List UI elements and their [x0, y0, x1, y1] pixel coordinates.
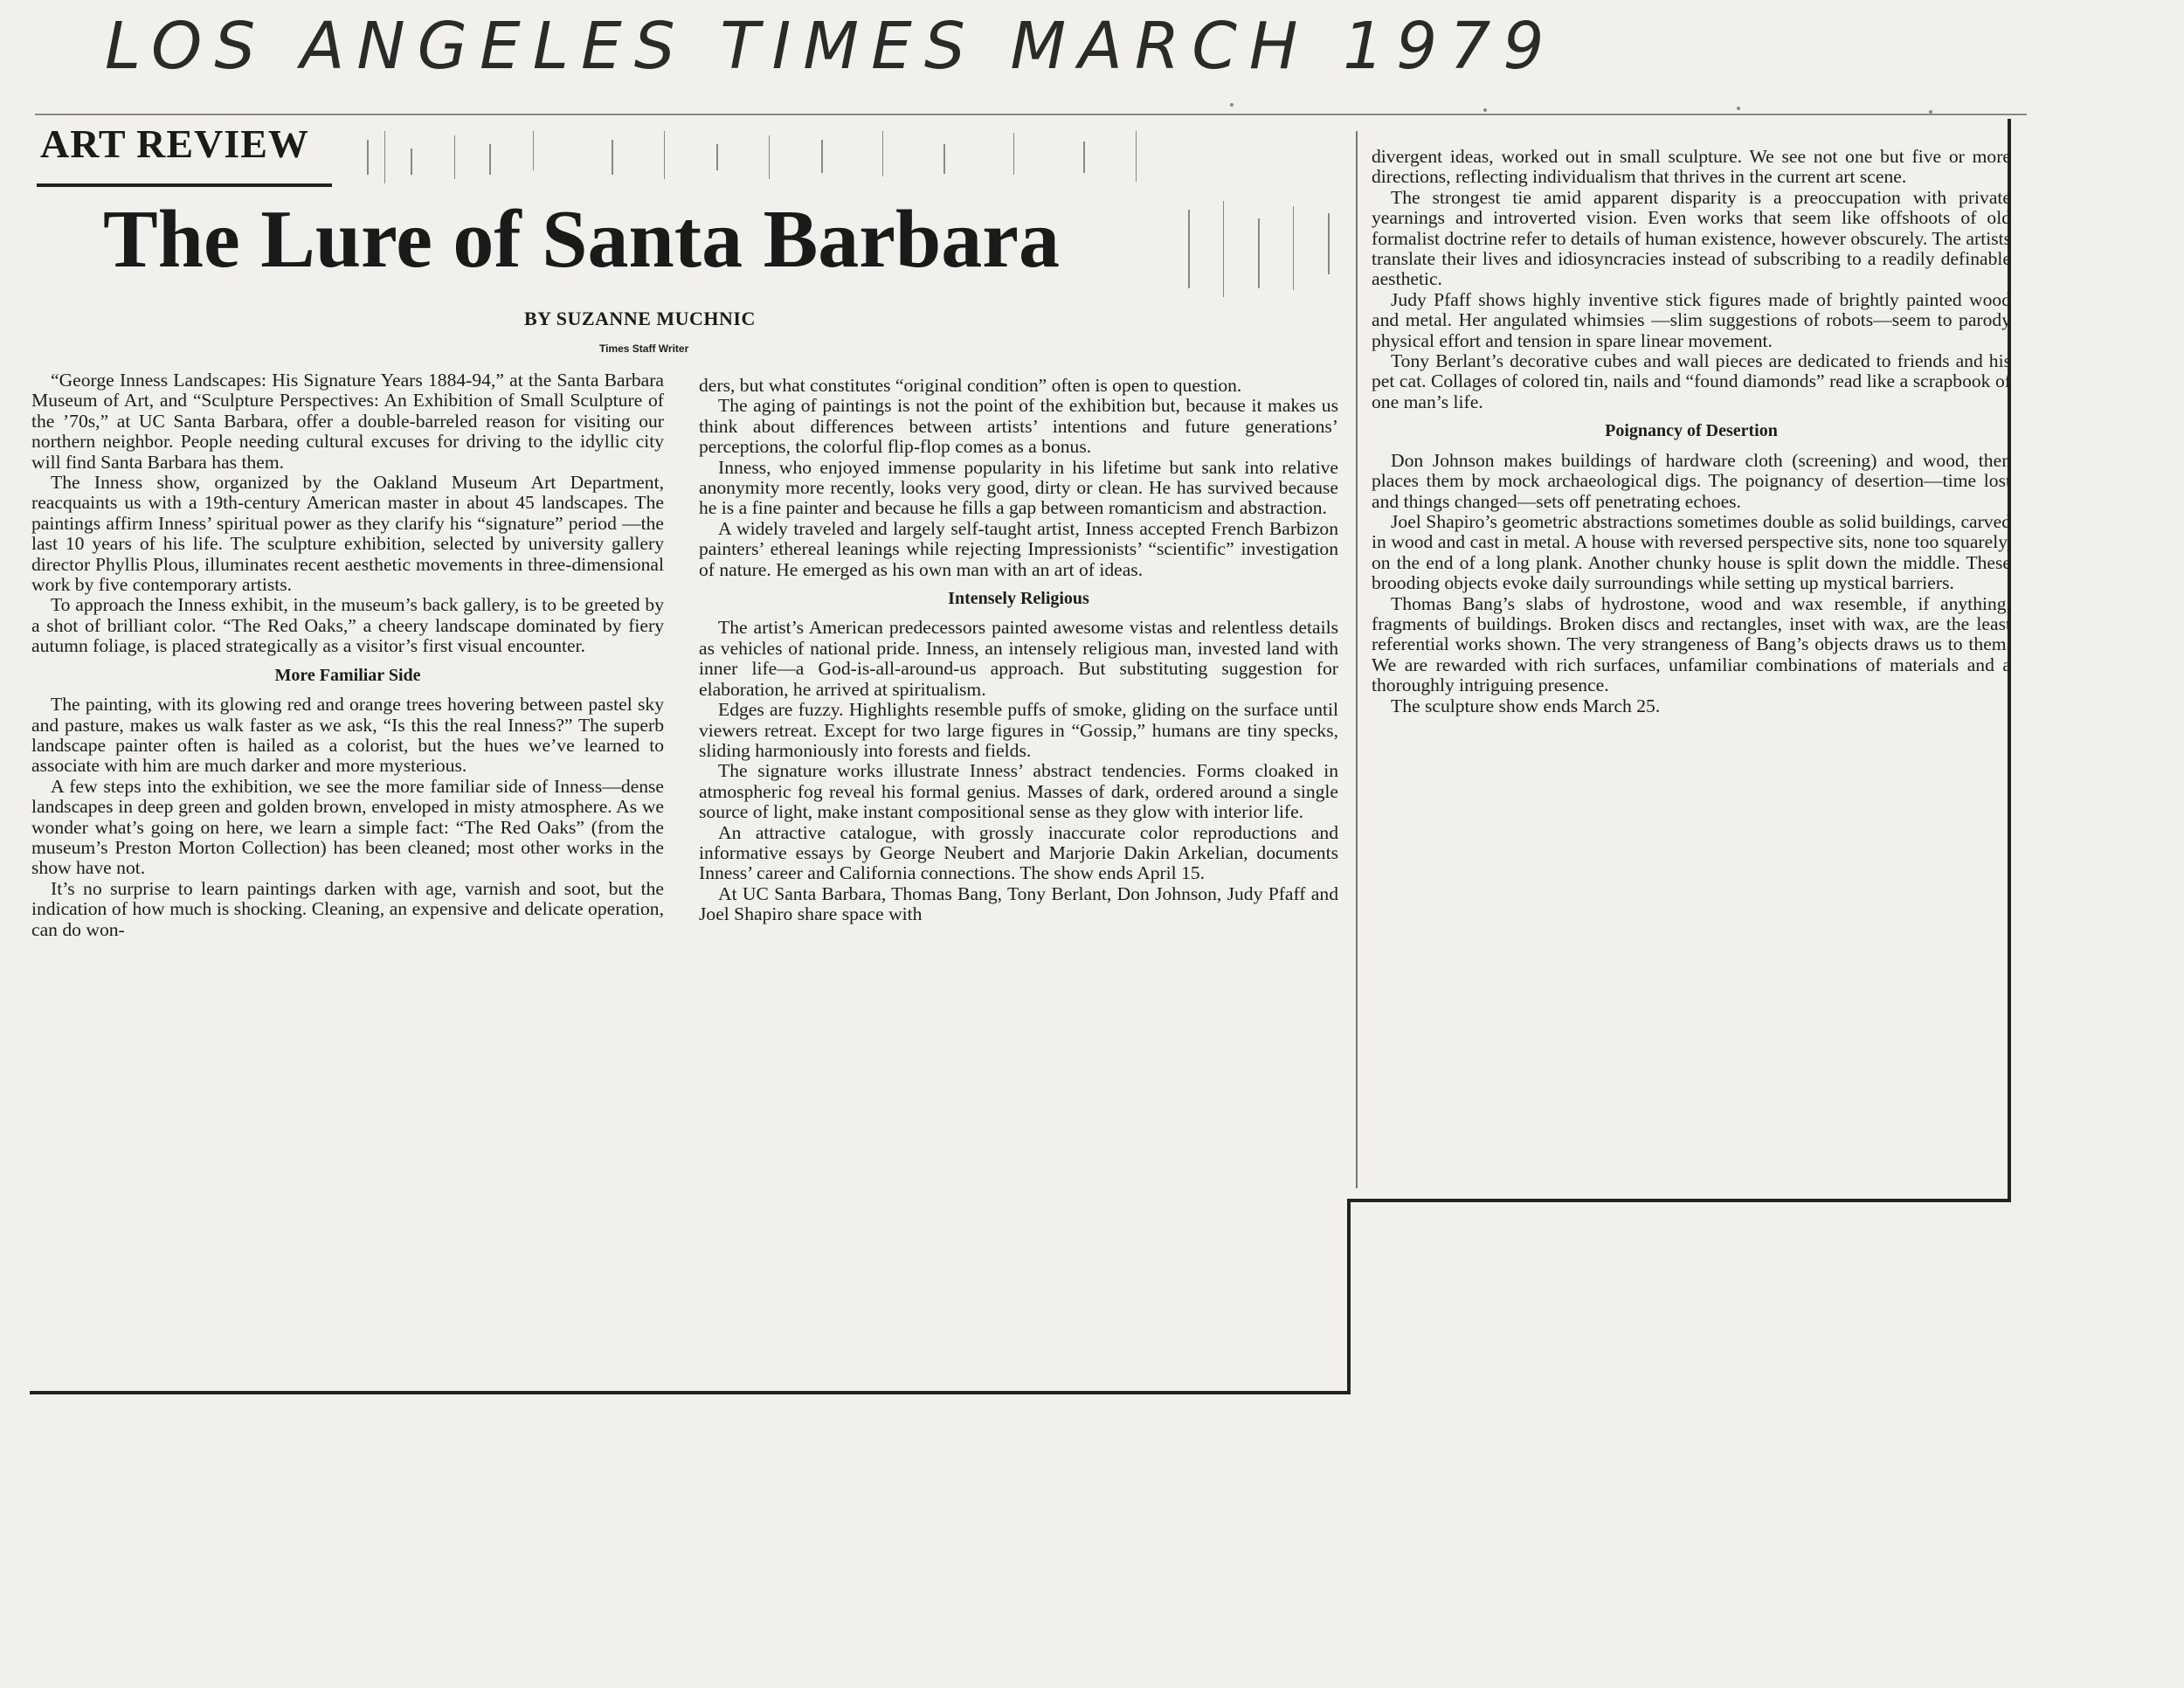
paragraph: A few steps into the exhibition, we see the more familiar side of Inness—dense landscapes in deep green and golden brown, enveloped in misty atmosphere. As we wonder what’s going on here, we learn a simple fact: “The Red Oaks” (from the museum’s Preston Morton Collection) has been cleaned; most other works in the show have not. [31, 775, 664, 879]
section-underline [37, 183, 332, 187]
paragraph: Tony Berlant’s decorative cubes and wall pieces are dedicated to friends and his pet cat. Collages of colored tin, nails and “found diamonds” read like a scrapbook of one man’s life. [1372, 350, 2011, 412]
paragraph: ders, but what constitutes “original condition” often is open to question. [699, 375, 1242, 396]
subhead: More Familiar Side [274, 665, 421, 685]
paragraph: The aging of paintings is not the point of the exhibition but, because it makes us think about differences between artists’ intentions and future generations’ perceptions, the colorful flip-flop comes as a bonus. [699, 395, 1338, 458]
column-rule [1356, 131, 1358, 1188]
clipping-border-top [35, 114, 2027, 115]
article-column-1 [31, 370, 664, 940]
byline: BY SUZANNE MUCHNIC [524, 308, 756, 329]
paragraph: Inness, who enjoyed immense popularity in his lifetime but sank into relative anonymity more recently, looks very good, dirty or clean. He has survived because he is a fine painter and because he fills a gap between romanticism and abstraction. [699, 456, 1338, 519]
article-column-2 [699, 376, 1338, 925]
paragraph: A widely traveled and largely self-taught artist, Inness accepted French Barbizon painters’ ethereal leanings while rejecting Impressionists’ “scientific” investigation of nature. He emerged as his own man with an art of ideas. [699, 517, 1338, 580]
paragraph: The sculpture show ends March 25. [1391, 695, 1661, 716]
handwritten-source-note: LOS ANGELES TIMES MARCH 1979 [105, 9, 1557, 84]
article-column-3 [1372, 147, 2011, 716]
byline-role: Times Staff Writer [599, 342, 689, 355]
paragraph: divergent ideas, worked out in small sculpture. We see not one but five or more directions, reflecting individualism that thrives in the current art scene. [1372, 146, 2011, 188]
paragraph: Thomas Bang’s slabs of hydrostone, wood and wax resemble, if anything, fragments of buildings. Broken discs and rectangles, inset with wax, are the least referential works shown. The very strangeness of Bang’s objects draws us to them. We are rewarded with rich surfaces, unfamiliar combinations of materials and a thoroughly intriguing presence. [1372, 592, 2011, 696]
paragraph: “George Inness Landscapes: His Signature Years 1884-94,” at the Santa Barbara Museum of Art, and “Sculpture Perspectives: An Exhibition of Small Sculpture of the ’70s,” at UC Santa Barbara, offer a double-barreled reason for visiting our northern neighbor. People needing cultural excuses for driving to the idyllic city will find Santa Barbara has them. [31, 370, 664, 473]
paragraph: It’s no surprise to learn paintings darken with age, varnish and soot, but the indication of how much is shocking. Cleaning, an expensive and delicate operation, can do won- [31, 877, 664, 940]
subhead: Intensely Religious [948, 589, 1089, 609]
clipping-border-step-vertical [1347, 1199, 1351, 1394]
clipping-border-bottom-left [30, 1391, 1351, 1394]
paragraph: The signature works illustrate Inness’ abstract tendencies. Forms cloaked in atmospheric fog reveal his formal genius. Masses of dark, ordered around a single source of light, make instant compositional sense as they glow with interior life. [699, 760, 1338, 823]
paragraph: Don Johnson makes buildings of hardware cloth (screening) and wood, then places them by mock archaeological digs. The poignancy of desertion—time lost and things changed—sets off penetrating echoes. [1372, 449, 2011, 512]
section-label: ART REVIEW [40, 121, 309, 166]
paragraph: The Inness show, organized by the Oakland Museum Art Department, reacquaints us with a 19th-century American master in about 45 landscapes. The paintings affirm Inness’ spiritual power as they clarify his “signature” period —the last 10 years of his life. The sculpture exhibition, selected by university gallery director Phyllis Plous, illuminates recent aesthetic movements in three-dimensional work by five contemporary artists. [31, 472, 664, 596]
paragraph: Judy Pfaff shows highly inventive stick figures made of brightly painted wood and metal. Her angulated whimsies —slim suggestions of robots—seem to parody physical effort and tension in spare linear movement. [1372, 288, 2011, 351]
paragraph: An attractive catalogue, with grossly inaccurate color reproductions and informative essays by George Neubert and Marjorie Dakin Arkelian, documents Inness’ career and California connections. The show ends April 15. [699, 821, 1338, 884]
paragraph: The artist’s American predecessors painted awesome vistas and relentless details as vehicles of national pride. Inness, an intensely religious man, invested land with inner life—a God-is-all-around-us approach. But substituting suggestion for elaboration, he arrived at spiritualism. [699, 617, 1338, 700]
paragraph: At UC Santa Barbara, Thomas Bang, Tony Berlant, Don Johnson, Judy Pfaff and Joel Shapiro share space with [699, 882, 1338, 925]
paragraph: To approach the Inness exhibit, in the museum’s back gallery, is to be greeted by a shot of brilliant color. “The Red Oaks,” a cheery landscape dominated by fiery autumn foliage, is placed strategically as a visitor’s first visual encounter. [31, 594, 664, 657]
headline: The Lure of Santa Barbara [103, 194, 1060, 285]
subhead: Poignancy of Desertion [1605, 421, 1778, 441]
paragraph: Joel Shapiro’s geometric abstractions sometimes double as solid buildings, carved in wood and cast in metal. A house with reversed perspective sits, none too squarely, on the end of a long plank. Another chunky house is split down the middle. These brooding objects evoke daily surroundings while setting up mystical barriers. [1372, 510, 2011, 594]
paragraph: Edges are fuzzy. Highlights resemble puffs of smoke, gliding on the surface until viewers retreat. Except for two large figures in “Gossip,” humans are tiny specks, sliding harmoniously into forests and fields. [699, 699, 1338, 761]
clipping-border-step-horizontal [1347, 1199, 2011, 1202]
paragraph: The painting, with its glowing red and orange trees hovering between pastel sky and pasture, makes us walk faster as we ask, “Is this the real Inness?” The superb landscape painter often is hailed as a colorist, but the hues we’ve learned to associate with him are much darker and more mysterious. [31, 694, 664, 777]
paragraph: The strongest tie amid apparent disparity is a preoccupation with private yearnings and introverted vision. Even works that seem like offshoots of old formalist doctrine refer to details of human existence, however obscurely. The artists translate their lives and idiosyncracies instead of subscribing to a readily definable aesthetic. [1372, 186, 2011, 290]
